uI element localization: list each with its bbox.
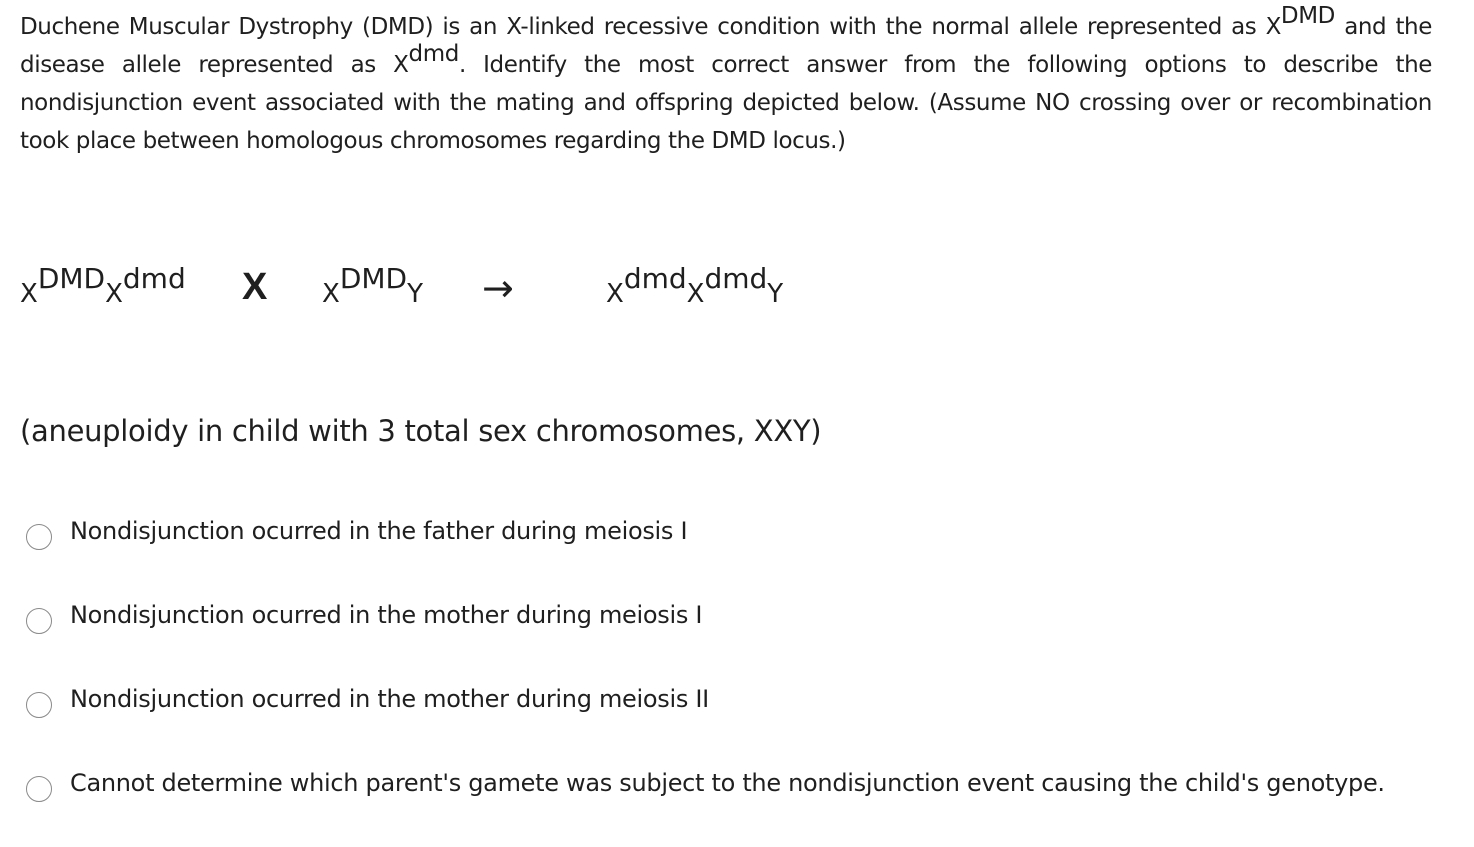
option-label[interactable]: Nondisjunction ocurred in the mother during meiosis II xyxy=(70,685,709,713)
option-label[interactable]: Nondisjunction ocurred in the father during meiosis I xyxy=(70,517,688,545)
answer-options xyxy=(26,511,1466,847)
father-genotype: XDMDY xyxy=(322,262,423,309)
normal-allele-sup: DMD xyxy=(1280,3,1335,29)
option-4[interactable] xyxy=(26,763,1466,847)
aneuploidy-note: (aneuploidy in child with 3 total sex chromosomes, XXY) xyxy=(20,414,822,448)
child-genotype: XdmdXdmdY xyxy=(606,262,784,309)
radio-button[interactable] xyxy=(26,776,52,802)
option-1[interactable] xyxy=(26,511,1466,595)
option-3[interactable] xyxy=(26,679,1466,763)
option-label[interactable]: Nondisjunction ocurred in the mother during meiosis I xyxy=(70,601,703,629)
question-rest: . Identify the most correct answer from the following options to describe the nondisjunction event associated with the mating and offspring depicted below. (Assume NO crossing over or recombination took place between homologous chromosomes regarding the DMD locus.) xyxy=(20,52,1432,154)
genetic-cross xyxy=(20,262,920,322)
mother-genotype: XDMDXdmd xyxy=(20,262,186,309)
cross-symbol: X xyxy=(242,266,268,308)
radio-button[interactable] xyxy=(26,524,52,550)
radio-button[interactable] xyxy=(26,608,52,634)
arrow-icon: → xyxy=(482,266,514,310)
question-line2: and the disease allele represented as X xyxy=(20,14,1432,78)
radio-button[interactable] xyxy=(26,692,52,718)
disease-allele-sup: dmd xyxy=(408,41,459,67)
option-2[interactable] xyxy=(26,595,1466,679)
question-text xyxy=(20,3,1432,160)
option-label[interactable]: Cannot determine which parent's gamete was subject to the nondisjunction event causing the child's genotype. xyxy=(70,769,1385,797)
question-line1: Duchene Muscular Dystrophy (DMD) is an X-linked recessive condition with the normal allele represented as X xyxy=(20,14,1281,40)
